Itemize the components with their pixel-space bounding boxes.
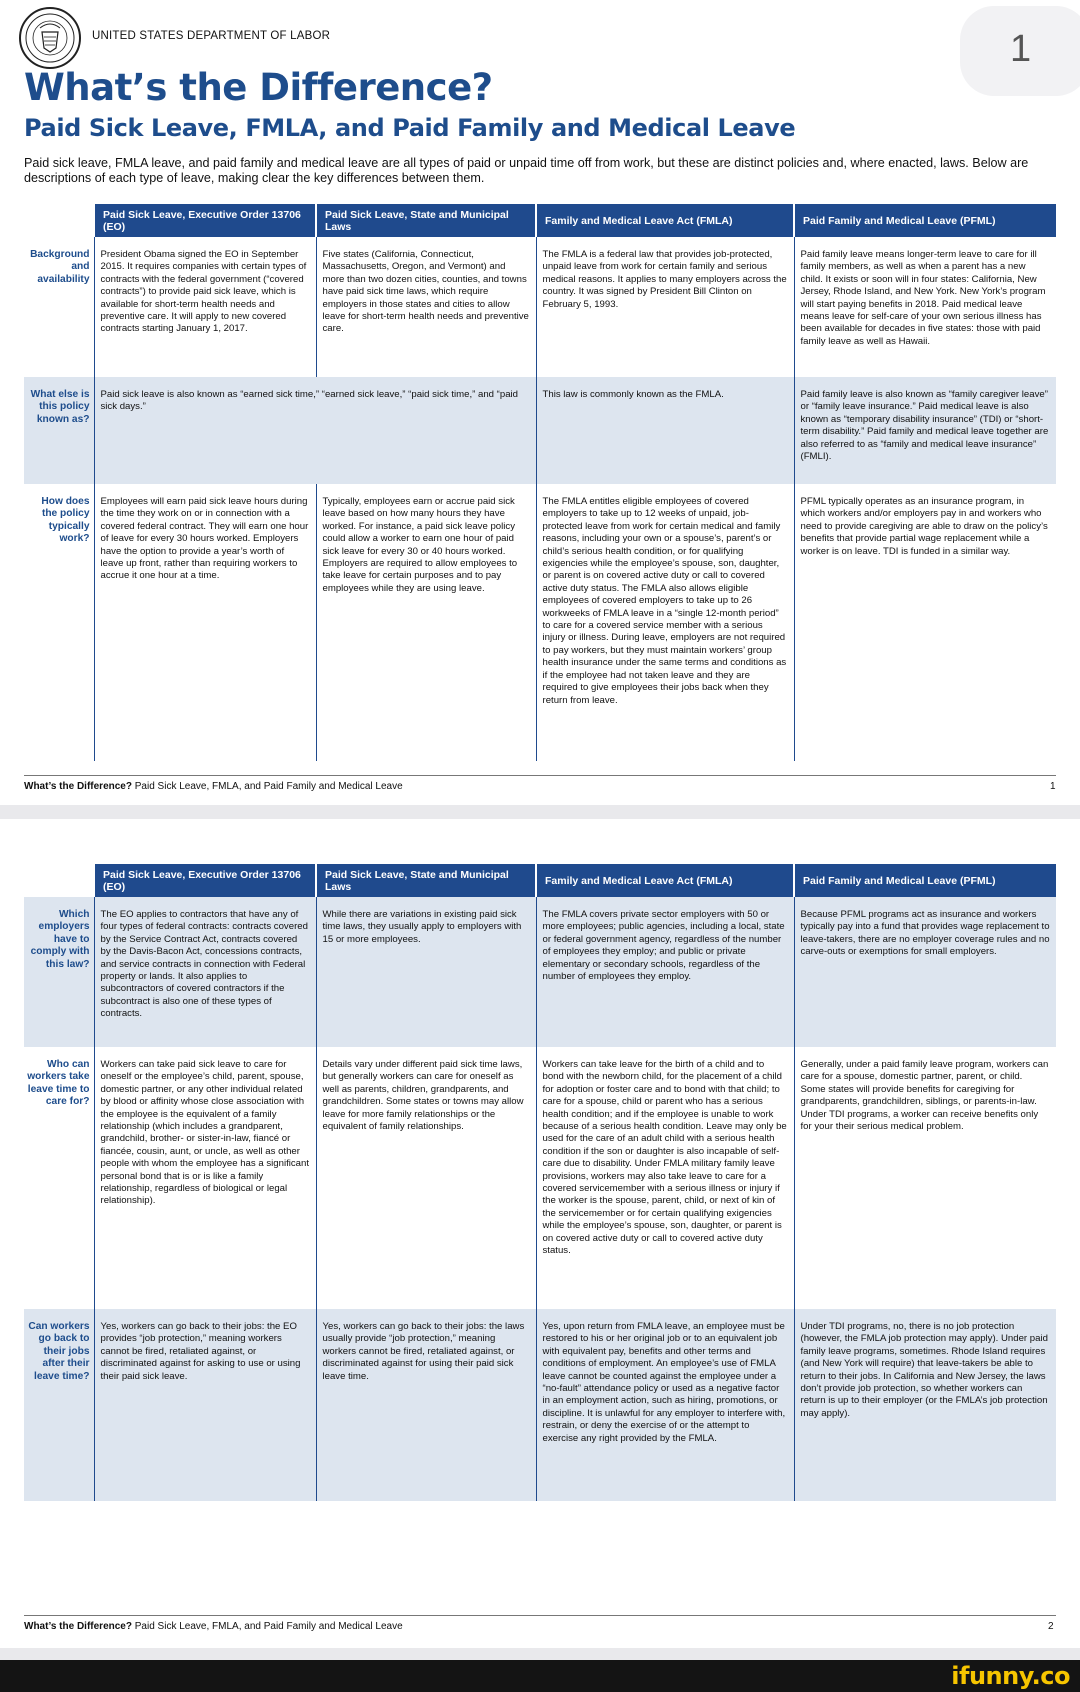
row-header-how-it-works: How does the policy typically work?: [41, 496, 90, 545]
table-row: [24, 484, 1056, 761]
table-cell: Employees will earn paid sick leave hours during the time they work on or in connection with a covered federal contract. They will earn one hour of leave for every 30 hours worked. Employers have the option to provide a year’s worth of leave up front, rather than requiring workers to accrue it one hour at a time.: [94, 484, 316, 761]
table-cell: Paid family leave means longer-term leave to care for ill family members, as well as when a parent has a new child. It exists or soon will in four states: California, New Jersey, Rhode Island, and New York. New York’s program will start paying benefits in 2018. Paid medical leave means leave for self-care of your own serious illness has been available for decades in five states: those with paid family leave as well as Hawaii.: [794, 237, 1056, 377]
comparison-table-page-2: [24, 864, 1056, 1501]
table-header-row: [24, 864, 1056, 897]
footer-rule: [24, 1615, 1056, 1616]
footer-page-number: 1: [1050, 781, 1056, 792]
agency-name: UNITED STATES DEPARTMENT OF LABOR: [92, 30, 331, 42]
table-row: [24, 237, 1056, 377]
table-cell-span: Paid sick leave is also known as “earned sick time,” “earned sick leave,” “paid sick time,” and “paid sick days.”: [94, 377, 536, 484]
footer-bold: What’s the Difference?: [24, 1621, 132, 1632]
table-cell: The FMLA covers private sector employers with 50 or more employees; public agencies, including a local, state or federal government agency, regardless of the number of employees they employ; and public or private elementary or secondary schools, regardless of the number of employees they employ.: [536, 897, 794, 1047]
table-header-row: [24, 204, 1056, 237]
table-corner: [24, 864, 94, 897]
table-cell: Details vary under different paid sick time laws, but generally workers can care for oneself as well as parents, children, grandparents, and grandchildren. Some states or towns may allow leave for more family relationships or the equivalent of family relationships.: [316, 1047, 536, 1309]
table-cell: Generally, under a paid family leave program, workers can care for a spouse, domestic partner, parent, or child. Some states will provide benefits for caregiving for grandparents, grandchildren, siblings, or parents-in-law. Under TDI programs, a worker can receive benefits only for your their serious medical problem.: [794, 1047, 1056, 1309]
table-row: [24, 1309, 1056, 1501]
row-header-care-for: Who can workers take leave time to care for?: [27, 1059, 90, 1108]
intro-paragraph: Paid sick leave, FMLA leave, and paid family and medical leave are all types of paid or unpaid time off from work, but these are distinct policies and, where enacted, laws. Below are descriptions of each type of leave, making clear the key differences between them.: [24, 156, 1029, 185]
column-header-pfml: Paid Family and Medical Leave (PFML): [794, 204, 1056, 237]
footer-rule: [24, 775, 1056, 776]
table-cell: President Obama signed the EO in September 2015. It requires companies with certain types of contracts with the federal government (“covered contracts”) to provide paid sick leave, which is available for short-term health needs and preventive care. It will apply to new covered contracts starting January 1, 2017.: [94, 237, 316, 377]
column-header-state: Paid Sick Leave, State and Municipal Laws: [316, 864, 536, 897]
table-cell: Workers can take leave for the birth of a child and to bond with the newborn child, for the placement of a child for adoption or foster care and to bond with that child; to care for a spouse, child or parent who has a serious health condition; and if the employee is unable to work because of a serious health condition. Leave may only be used for the care of an adult child with a serious health condition if the son or daughter is also incapable of self-care due to disability. Under FMLA military family leave provisions, workers may also take leave to care for a covered servicemember with a serious illness or injury if the worker is the spouse, parent, child, or next of kin of the servicemember or for certain qualifying exigencies while the employee’s spouse, son, daughter, or parent is on covered active duty or call to covered active duty status.: [536, 1047, 794, 1309]
table-cell: Workers can take paid sick leave to care for oneself or the employee’s child, parent, spouse, domestic partner, or any other individual related by blood or affinity whose close association with the employee is the equivalent of a family relationship (which includes a grandparent, grandchild, brother- or sister-in-law, fiancé or fiancée, cousin, aunt, or uncle, as well as other people with whom the employee has a significant personal bond that is or is like a family relationship, regardless of biological or legal relationship).: [94, 1047, 316, 1309]
footer-rest: Paid Sick Leave, FMLA, and Paid Family and Medical Leave: [131, 781, 403, 792]
table-cell: The FMLA entitles eligible employees of covered employers to take up to 12 weeks of unpaid, job-protected leave from work for certain medical and family reasons, including your own or a spouse’s, parent’s or child’s serious health condition, or for qualifying exigencies while the employee’s spouse, son, daughter, or parent is on covered active duty or call to covered active duty status. The FMLA also allows eligible employees of covered employers to take up to 26 workweeks of FMLA leave in a “single 12-month period” to care for a covered service member with a serious injury or illness. During leave, employers are not required to pay workers, but they must maintain workers’ group health insurance under the same terms and conditions as if the employee had not taken leave and they are required to give employees their jobs back when they return from leave.: [536, 484, 794, 761]
footer-bold: What’s the Difference?: [24, 781, 132, 792]
page-number-badge-text: 1: [1010, 28, 1032, 70]
table-cell: PFML typically operates as an insurance program, in which workers and/or employers pay in and workers who need to provide caregiving are able to draw on the policy’s benefits that provide partial wage replacement while a worker is on leave. TDI is funded in a similar way.: [794, 484, 1056, 761]
table-cell: Because PFML programs act as insurance and workers typically pay into a fund that provides wage replacement to leave-takers, there are no employer coverage rules and no carve-outs or exemptions for small employers.: [794, 897, 1056, 1047]
column-header-fmla: Family and Medical Leave Act (FMLA): [536, 204, 794, 237]
watermark-bar: [0, 1660, 1080, 1692]
page-footer: [24, 1621, 403, 1632]
table-cell: The FMLA is a federal law that provides job-protected, unpaid leave from work for certain family and serious medical reasons. It applies to many employers across the country. It was signed by President Bill Clinton on February 5, 1993.: [536, 237, 794, 377]
page-footer: [24, 781, 403, 792]
row-header-employers: Which employers have to comply with this law?: [24, 897, 94, 1047]
table-cell: Paid family leave is also known as “family caregiver leave” or “family leave insurance.” Paid medical leave is also known as “temporary disability insurance” (TDI) or “short-term disability.” Paid family and medical leave together are also referred to as “family and medical leave insurance” (FMLI).: [794, 377, 1056, 484]
table-row: [24, 1047, 1056, 1309]
table-cell: Under TDI programs, no, there is no job protection (however, the FMLA job protection may apply). Under paid family leave programs, sometimes. Rhode Island requires (and New York will require) that leave-takers be able to return to their jobs. In California and New Jersey, the laws don’t provide job protection, so whether workers can return is up to their employer (or the FMLA’s job protection may apply).: [794, 1309, 1056, 1501]
row-header-background: Background and availability: [30, 249, 90, 285]
table-cell: The EO applies to contractors that have any of four types of federal contracts: contracts covered by the Service Contract Act, contracts covered by the Davis-Bacon Act, concessions contracts, and service contracts in connection with Federal property or lands. It also applies to subcontractors of covered contractors if the subcontract is also one of these types of contracts.: [94, 897, 316, 1047]
document-title: What’s the Difference?: [24, 66, 493, 109]
table-cell: Yes, workers can go back to their jobs: the EO provides “job protection,” meaning workers cannot be fired, retaliated against, or discriminated against for asking to use or using their paid sick leave.: [94, 1309, 316, 1501]
document-page-2: [0, 819, 1080, 1659]
table-cell: Five states (California, Connecticut, Massachusetts, Oregon, and Vermont) and more than two dozen cities, counties, and towns have paid sick time laws, which require employers in those states and cities to allow leave for short-term health needs and preventive care.: [316, 237, 536, 377]
document-page-1: [0, 0, 1080, 805]
table-cell: While there are variations in existing paid sick time laws, they usually apply to employers with 15 or more employees.: [316, 897, 536, 1047]
page-separator: [0, 805, 1080, 819]
table-row: [24, 377, 1056, 484]
document-subtitle: Paid Sick Leave, FMLA, and Paid Family and Medical Leave: [24, 114, 796, 142]
footer-page-number: 2: [1048, 1621, 1054, 1632]
column-header-fmla: Family and Medical Leave Act (FMLA): [536, 864, 794, 897]
comparison-table-page-1: [24, 204, 1056, 761]
row-header-known-as: What else is this policy known as?: [24, 377, 94, 484]
table-row: [24, 897, 1056, 1047]
column-header-state: Paid Sick Leave, State and Municipal Laws: [316, 204, 536, 237]
table-cell: Typically, employees earn or accrue paid sick leave based on how many hours they have worked. For instance, a paid sick leave policy could allow a worker to earn one hour of paid sick leave for every 30 or 40 hours worked. Employers are required to allow employees to take leave for certain purposes and to pay employees while they are using leave.: [316, 484, 536, 761]
page-separator: [0, 1648, 1080, 1660]
dol-seal-icon: [18, 6, 82, 70]
table-cell: Yes, upon return from FMLA leave, an employee must be restored to his or her original job or to an equivalent job with equivalent pay, benefits and other terms and conditions of employment. An employee’s use of FMLA leave cannot be counted against the employee under a “no-fault” attendance policy or used as a negative factor in an employment action, such as hiring, promotions, or discipline. It is unlawful for any employer to interfere with, restrain, or deny the exercise of or the attempt to exercise any right provided by the FMLA.: [536, 1309, 794, 1501]
row-header-job-protection: Can workers go back to their jobs after their leave time?: [24, 1309, 94, 1501]
table-cell: This law is commonly known as the FMLA.: [536, 377, 794, 484]
table-corner: [24, 204, 94, 237]
footer-rest: Paid Sick Leave, FMLA, and Paid Family and Medical Leave: [131, 1621, 403, 1632]
column-header-eo: Paid Sick Leave, Executive Order 13706 (EO): [94, 864, 316, 897]
ifunny-watermark: ifunny.co: [951, 1662, 1070, 1690]
page-number-badge: [960, 6, 1080, 96]
table-cell: Yes, workers can go back to their jobs: the laws usually provide “job protection,” meaning workers cannot be fired, retaliated against, or discriminated against for using their paid sick leave time.: [316, 1309, 536, 1501]
column-header-eo: Paid Sick Leave, Executive Order 13706 (EO): [94, 204, 316, 237]
column-header-pfml: Paid Family and Medical Leave (PFML): [794, 864, 1056, 897]
